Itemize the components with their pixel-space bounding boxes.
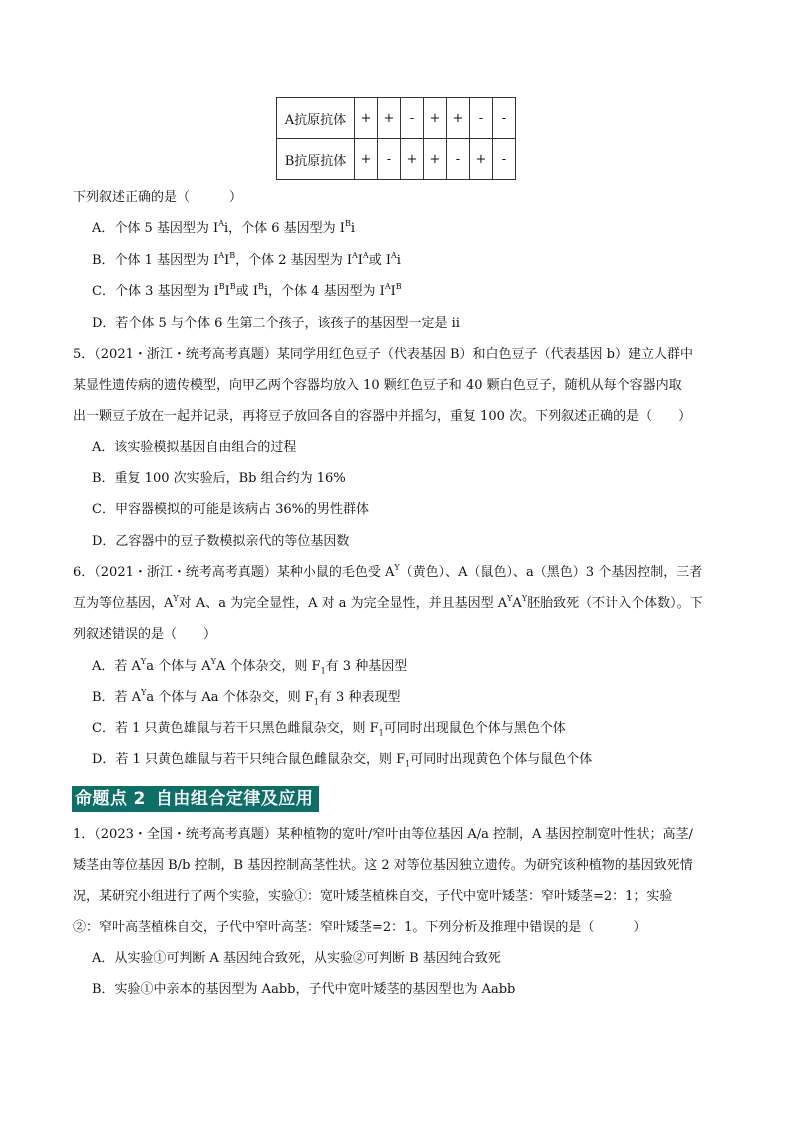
text: 胚胎致死（不计入个体数）。下 xyxy=(527,596,703,611)
superscript: A xyxy=(218,250,225,260)
q6-option-a xyxy=(92,658,407,676)
text: 可同时出现黄色个体与鼠色个体 xyxy=(410,752,593,767)
text: 有 3 种基因型 xyxy=(325,659,408,674)
superscript: A xyxy=(362,250,369,260)
q5-stem-line-3: 出一颗豆子放在一起并记录，再将豆子放回各自的容器中并摇匀，重复 100 次。下列叙述正确的是（ ） xyxy=(73,409,692,424)
table-row xyxy=(277,139,516,180)
text: a 个体与 A xyxy=(146,659,211,674)
superscript: B xyxy=(229,250,236,260)
q6-stem-line-1 xyxy=(73,564,702,582)
text: I xyxy=(224,253,230,268)
table-cell: - xyxy=(470,98,493,139)
q5-option-b: B．重复 100 次实验后，Bb 组合约为 16% xyxy=(92,471,346,486)
q1-stem-line-1: 1．（2023・全国・统考高考真题）某种植物的宽叶/窄叶由等位基因 A/a 控制，A 基因控制宽叶性状；高茎/ xyxy=(73,827,693,842)
table-cell: - xyxy=(493,98,516,139)
text: 或 I xyxy=(368,253,391,268)
superscript: A xyxy=(390,250,397,260)
q6-option-c xyxy=(92,720,566,738)
q5-option-c: C．甲容器模拟的可能是该病占 36%的男性群体 xyxy=(92,502,369,517)
section-title: 自由组合定律及应用 xyxy=(155,789,314,809)
superscript: Y xyxy=(141,687,147,697)
text: C．若 1 只黄色雄鼠与若干只黑色雌鼠杂交，则 F xyxy=(92,721,379,736)
text: B．个体 1 基因型为 I xyxy=(92,253,219,268)
q5-option-a: A．该实验模拟基因自由组合的过程 xyxy=(92,440,297,455)
section-heading xyxy=(72,786,319,812)
text: I xyxy=(224,284,230,299)
superscript: B xyxy=(344,218,351,228)
subscript: 1 xyxy=(313,697,319,707)
superscript: A xyxy=(384,281,391,291)
table-cell: - xyxy=(378,139,401,180)
table-cell: + xyxy=(355,98,378,139)
table-row xyxy=(277,98,516,139)
table-cell: + xyxy=(470,139,493,180)
superscript: Y xyxy=(173,593,179,603)
text: 互为等位基因，A xyxy=(73,596,174,611)
superscript: Y xyxy=(394,562,400,572)
antigen-antibody-table xyxy=(276,97,516,180)
text: I xyxy=(357,253,363,268)
q1-stem-line-3: 况，某研究小组进行了两个实验，实验①：宽叶矮茎植株自交，子代中宽叶矮茎：窄叶矮茎=2：1；实验 xyxy=(73,889,673,904)
q6-option-d xyxy=(92,751,592,769)
row-label: A抗原抗体 xyxy=(277,98,355,139)
text: i，个体 4 基因型为 I xyxy=(263,284,385,299)
superscript: Y xyxy=(140,656,147,666)
text: D．若 1 只黄色雄鼠与若干只纯合鼠色雌鼠杂交，则 F xyxy=(92,752,406,767)
table-cell: + xyxy=(355,139,378,180)
q1-option-b: B．实验①中亲本的基因型为 Aabb，子代中宽叶矮茎的基因型也为 Aabb xyxy=(92,982,516,997)
q4-stem: 下列叙述正确的是（ ） xyxy=(73,190,243,205)
table-cell: - xyxy=(493,139,516,180)
q1-stem-line-4: ②：窄叶高茎植株自交，子代中窄叶高茎：窄叶矮茎=2：1。下列分析及推理中错误的是（ ） xyxy=(73,920,647,935)
text: A 个体杂交，则 F xyxy=(215,659,321,674)
superscript: B xyxy=(229,281,236,291)
q5-option-d: D．乙容器中的豆子数模拟亲代的等位基因数 xyxy=(92,534,350,549)
section-prefix: 命题点 xyxy=(75,789,128,809)
q4-option-d: D．若个体 5 与个体 6 生第二个孩子，该孩子的基因型一定是 ii xyxy=(92,316,460,331)
q4-option-b xyxy=(92,252,401,270)
row-label: B抗原抗体 xyxy=(277,139,355,180)
text: 6．（2021・浙江・统考高考真题）某种小鼠的毛色受 A xyxy=(73,565,395,580)
q5-stem-line-1: 5．（2021・浙江・统考高考真题）某同学用红色豆子（代表基因 B）和白色豆子（代表基因 b）建立人群中 xyxy=(73,347,693,362)
subscript: 1 xyxy=(378,728,384,738)
text: a 个体与 Aa 个体杂交，则 F xyxy=(146,690,314,705)
text: ，个体 2 基因型为 I xyxy=(235,253,352,268)
text: I xyxy=(390,284,396,299)
section-number: 2 xyxy=(133,789,146,809)
table-cell: + xyxy=(401,139,424,180)
text: B．若 A xyxy=(92,690,142,705)
superscript: A xyxy=(218,218,224,228)
subscript: 1 xyxy=(320,666,326,676)
superscript: A xyxy=(351,250,358,260)
text: 或 I xyxy=(235,284,258,299)
text: （黄色）、A（鼠色）、a（黑色）3 个基因控制，三者 xyxy=(399,565,703,580)
q6-option-b xyxy=(92,689,400,707)
q1-option-a: A．从实验①可判断 A 基因纯合致死，从实验②可判断 B 基因纯合致死 xyxy=(92,951,501,966)
table-cell: - xyxy=(447,139,470,180)
q4-option-c xyxy=(92,283,402,301)
q6-stem-line-3: 列叙述错误的是（ ） xyxy=(73,627,217,642)
q5-stem-line-2: 某显性遗传病的遗传模型，向甲乙两个容器均放入 10 颗红色豆子和 40 颗白色豆子，随机从每个容器内取 xyxy=(73,378,682,393)
superscript: B xyxy=(395,281,402,291)
text: 对 A、a 为完全显性，A 对 a 为完全显性，并且基因型 A xyxy=(178,596,508,611)
superscript: B xyxy=(257,281,264,291)
q1-stem-line-2: 矮茎由等位基因 B/b 控制，B 基因控制高茎性状。这 2 对等位基因独立遗传。为研究该种植物的基因致死情 xyxy=(73,858,693,873)
table-cell: + xyxy=(424,98,447,139)
table-cell: - xyxy=(401,98,424,139)
q4-option-a xyxy=(92,220,355,238)
text: i，个体 6 基因型为 I xyxy=(223,221,345,236)
superscript: B xyxy=(218,281,225,291)
superscript: Y xyxy=(521,593,528,603)
text: i xyxy=(396,253,401,268)
superscript: Y xyxy=(507,593,513,603)
text: A xyxy=(512,596,522,611)
q6-stem-line-2 xyxy=(73,595,703,613)
table-cell: + xyxy=(378,98,401,139)
text: A．个体 5 基因型为 I xyxy=(92,221,219,236)
text: 有 3 种表现型 xyxy=(318,690,401,705)
superscript: Y xyxy=(210,656,216,666)
table-cell: + xyxy=(424,139,447,180)
text: A．若 A xyxy=(92,659,141,674)
text: C．个体 3 基因型为 I xyxy=(92,284,219,299)
text: i xyxy=(350,221,356,236)
text: 可同时出现鼠色个体与黑色个体 xyxy=(383,721,566,736)
table-cell: + xyxy=(447,98,470,139)
subscript: 1 xyxy=(405,759,411,769)
